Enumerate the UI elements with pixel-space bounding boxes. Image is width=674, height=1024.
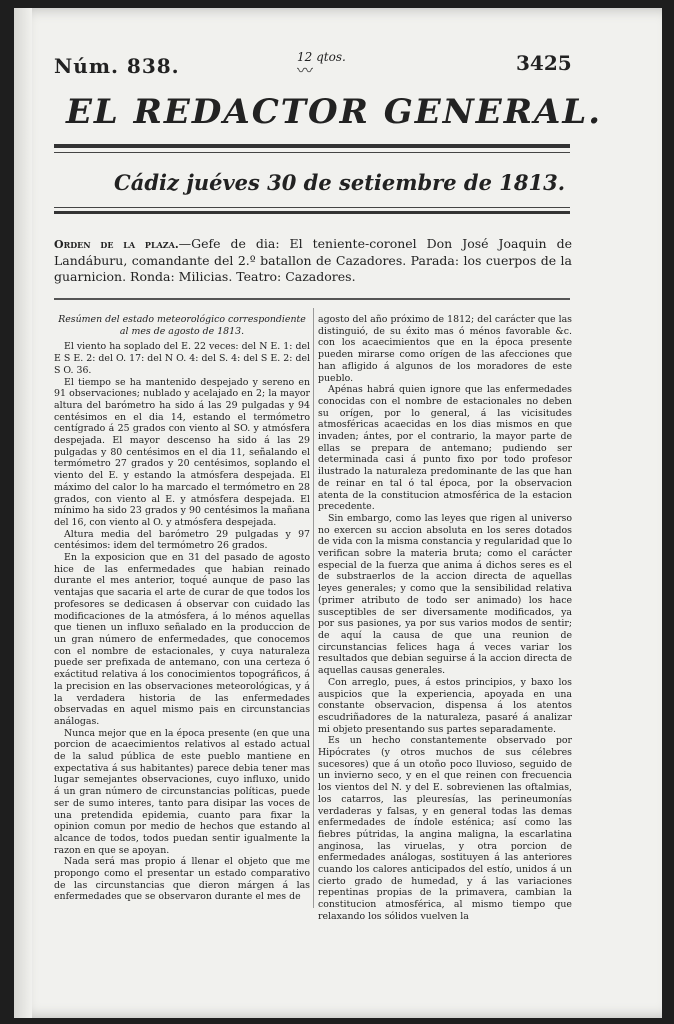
dateline-rule-thick <box>54 211 570 214</box>
column-divider <box>313 308 314 908</box>
paragraph: En la exposicion que en 31 del pasado de agosto hice de las enfermedades que habian reinado durante el mes anterior, toqué aunque de paso las ventajas que sacaria el arte de curar de que todos los profesores se dedicasen á observar con cuidado las modificaciones de la atmósfera, á lo ménos aquellas que tienen un influxo señalado en la produccion de un gran número de enfermedades, que conocemos con el nombre de estacionales, y cuya naturaleza puede ser prefixada de antemano, con una certeza ó exáctitud relativa á los conocimientos topográficos, á la precision en las observaciones meteorológicas, y á la verdadera historia de las enfermedades observadas en aquel mismo pais en circunstancias análogas. <box>54 552 310 727</box>
price: 12 qtos. <box>297 50 346 64</box>
right-column <box>318 314 572 922</box>
issue-number: Núm. 838. <box>54 54 180 78</box>
paragraph: El tiempo se ha mantenido despejado y sereno en 91 observaciones; nublado y acelajado en 2; la mayor altura del barómetro ha sido á las 29 pulgadas y 94 centésimos en el dia 14, estando el termómetro centígrado á 25 grados con viento al SO. y atmósfera despejada. El mayor descenso ha sido á las 29 pulgadas y 80 centésimos en el dia 11, señalando el termómetro 27 grados y 20 centésimos, soplando el viento del E. y estando la atmósfera despejada. El máximo del calor lo ha marcado el termómetro en 28 grados, con viento al E. y atmósfera despejada. El mínimo ha sido 23 grados y 90 centésimos la mañana del 16, con viento al O. y atmósfera despejada. <box>54 376 310 528</box>
paragraph: El viento ha soplado del E. 22 veces: del N E. 1: del E S E. 2: del O. 17: del N O. 4: del S. 4: del S E. 2: del S O. 36. <box>54 341 310 376</box>
paragraph: Altura media del barómetro 29 pulgadas y 97 centésimos: idem del termómetro 26 grados. <box>54 528 310 552</box>
section-rule <box>54 298 570 300</box>
paragraph: Nunca mejor que en la época presente (en que una porcion de acaecimientos relativos al estado actual de la salud pública de este pueblo mantiene en expectativa á sus habitantes) parece debia tener mas lugar semejantes observaciones, cuyo influxo, unido á un gran número de circunstancias políticas, puede ser de sumo interes, tanto para disipar las voces de una pretendida epidemia, cuanto para fixar la opinion comun por medio de hechos que estando al alcance de todos, todos puedan sentir igualmente la razon en que se apoyan. <box>54 727 310 856</box>
dateline-rule-thin <box>54 207 570 208</box>
paragraph: Es un hecho constantemente observado por Hipócrates (y otros muchos de sus célebres sucesores) que á un otoño poco lluvioso, seguido de un invierno seco, y en el que reinen con frecuencia los vientos del N. y del E. sobrevienen las oftalmias, los catarros, las pleuresías, las perineumonías verdaderas y falsas, y en general todas las demas enfermedades de índole esténica; así como las fiebres pútridas, la angina maligna, la escarlatina anginosa, las viruelas, y otra porcion de enfermedades análogas, sostituyen á las anteriores cuando los calores anticipados del estío, unidos á un cierto grado de humedad, y á las variaciones repentinas propias de la primavera, cambian la constitucion atmosférica, al mismo tiempo que relaxando los sólidos vuelven la <box>318 735 572 922</box>
masthead-rule-thin <box>54 152 570 153</box>
paragraph: Sin embargo, como las leyes que rigen al universo no exercen su accion absoluta en los seres dotados de vida con la misma constancia y regularidad que lo verifican sobre la materia bruta; como el carácter especial de la fuerza que anima á dichos seres es el de substraerlos de la accion directa de aquellas leyes generales; y como que la sensibilidad relativa (primer atributo de todo ser animado) los hace susceptibles de ser diversamente modificados, ya por sus pasiones, ya por sus varios modos de sentir; de aquí la causa de que una reunion de circunstancias felices haga á veces variar los resultados que debian seguirse á la accion directa de aquellas causas generales. <box>318 512 572 677</box>
orders-label: Orden de la plaza. <box>54 238 179 251</box>
price-ornament: 〰 <box>297 61 314 80</box>
orders-text: —Gefe de dia: El teniente-coronel Don José Joaquin de Landáburu, comandante del 2.º batallon de Cazadores. Parada: los cuerpos de la guarnicion. Ronda: Milicias. Teatro: Cazadores. <box>54 236 572 284</box>
paragraph: Apénas habrá quien ignore que las enfermedades conocidas con el nombre de estacionales no deben su orígen, por lo general, á las vicisitudes atmosféricas acaecidas en los dias mismos en que invaden; ántes, por el contrario, la mayor parte de ellas se prepara de antemano; pudiendo ser determinada casi á punto fixo por todo profesor ilustrado la naturaleza predominante de las que han de reinar en tal ó tal época, por la observacion atenta de la constitucion atmosférica de la estacion precedente. <box>318 384 572 513</box>
masthead-title: EL REDACTOR GENERAL. <box>66 92 603 132</box>
paragraph: Con arreglo, pues, á estos principios, y baxo los auspicios que la experiencia, apoyada en una constante observacion, dispensa á los atentos escudriñadores de la naturaleza, pasaré á analizar mi objeto presentando sus partes separadamente. <box>318 676 572 735</box>
paragraph: agosto del año próximo de 1812; del carácter que las distinguió, de su éxito mas ó ménos favorable &c. con los acaecimientos que en la época presente pueden mirarse como orígen de las afecciones que han afligido á algunos de los moradores de este pueblo. <box>318 314 572 384</box>
dateline: Cádiz juéves 30 de setiembre de 1813. <box>114 170 566 195</box>
page-number: 3425 <box>516 51 572 75</box>
masthead-rule-thick <box>54 144 570 148</box>
weather-summary-title: Resúmen del estado meteorológico correspondiente al mes de agosto de 1813. <box>58 314 306 337</box>
left-column <box>54 314 310 910</box>
paragraph: Nada será mas propio á llenar el objeto que me propongo como el presentar un estado comparativo de las circunstancias que dieron márgen á las enfermedades que se observaron durante el mes de <box>54 856 310 903</box>
newspaper-page <box>14 8 662 1018</box>
orders-of-the-garrison <box>54 236 572 285</box>
